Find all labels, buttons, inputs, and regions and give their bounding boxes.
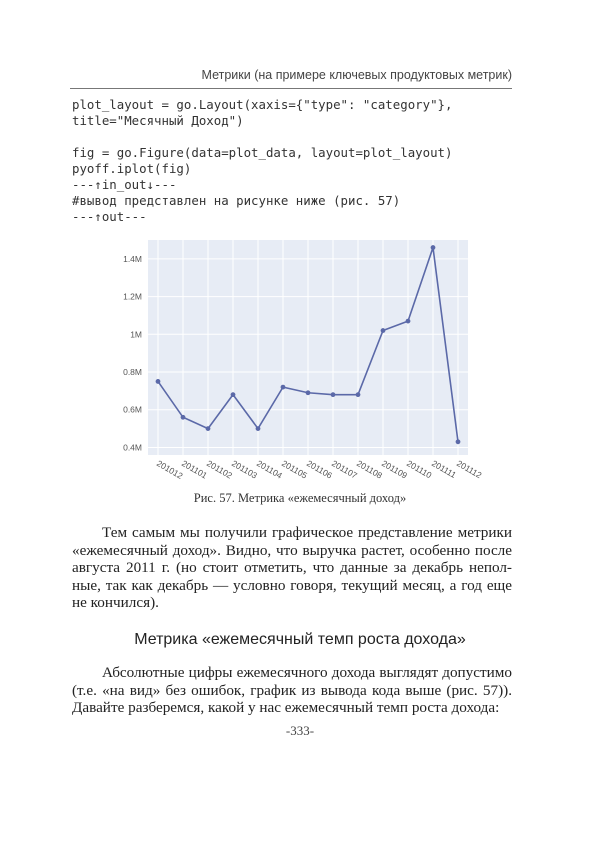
x-tick-label: 201111 (430, 458, 458, 480)
data-point (306, 390, 311, 395)
code-line-8: ---↑out--- (72, 209, 147, 224)
x-tick-label: 201109 (380, 458, 410, 481)
y-tick-label: 1.2M (123, 291, 142, 302)
x-tick-label: 201103 (230, 458, 260, 481)
running-title: Метрики (на примере ключевых продуктовых метрик) (201, 68, 512, 82)
data-point (431, 245, 436, 250)
x-tick-label: 201110 (405, 458, 434, 481)
data-point (181, 415, 186, 420)
page-number: -333- (285, 723, 315, 738)
data-point (156, 379, 161, 384)
code-line-7: #вывод представлен на рисунке ниже (рис. 57) (72, 193, 401, 208)
y-tick-label: 1M (130, 329, 142, 340)
section-title: Метрика «ежемесячный темп роста дохода» (134, 631, 466, 648)
paragraph-2 (72, 664, 512, 717)
figure-caption: Рис. 57. Метрика «ежемесячный доход» (193, 491, 407, 505)
code-line-1: plot_layout = go.Layout(xaxis={"type": "category"}, (72, 97, 453, 112)
x-tick-label: 201106 (305, 458, 335, 481)
x-tick-label: 201102 (205, 458, 235, 481)
x-tick-label: 201107 (330, 458, 360, 481)
y-tick-label: 0.4M (123, 442, 142, 453)
code-line-6: ---↑in_out↓--- (72, 177, 177, 192)
monthly-revenue-chart (108, 240, 484, 490)
data-point (356, 392, 361, 397)
data-point (256, 426, 261, 431)
data-point (381, 328, 386, 333)
x-tick-label: 201104 (255, 458, 285, 481)
data-point (206, 426, 211, 431)
x-tick-label: 201105 (280, 458, 310, 481)
y-tick-label: 0.6M (123, 404, 142, 415)
header-rule (70, 88, 512, 89)
code-line-4: fig = go.Figure(data=plot_data, layout=plot_layout) (72, 145, 453, 160)
code-line-5: pyoff.iplot(fig) (72, 161, 192, 176)
data-point (231, 392, 236, 397)
data-point (281, 385, 286, 390)
paragraph-1 (72, 524, 512, 612)
x-tick-label: 201112 (455, 458, 484, 481)
data-point (406, 319, 411, 324)
data-point (456, 439, 461, 444)
y-tick-label: 0.8M (123, 367, 142, 378)
y-tick-label: 1.4M (123, 253, 142, 264)
data-point (331, 392, 336, 397)
paragraph-1-text: Тем самым мы получили графическое представление метрики «ежемесячный доход». Видно, что выручка растет, особенно после августа 2011 г. (но стоит отметить, что данные за декабрь непол-ные, так как декабрь — условно говоря, текущий месяц, а год еще не кончился). (72, 524, 512, 612)
paragraph-2-text: Абсолютные цифры ежемесячного дохода выглядят допустимо (т.е. «на вид» без ошибок, график из вывода кода выше (рис. 57)). Давайте разберемся, какой у нас ежемесячный темп роста дохода: (72, 664, 512, 717)
x-tick-label: 201108 (355, 458, 385, 481)
x-tick-label: 201101 (180, 458, 210, 481)
code-line-2: title="Месячный Доход") (72, 113, 244, 128)
x-tick-label: 201012 (155, 458, 185, 481)
